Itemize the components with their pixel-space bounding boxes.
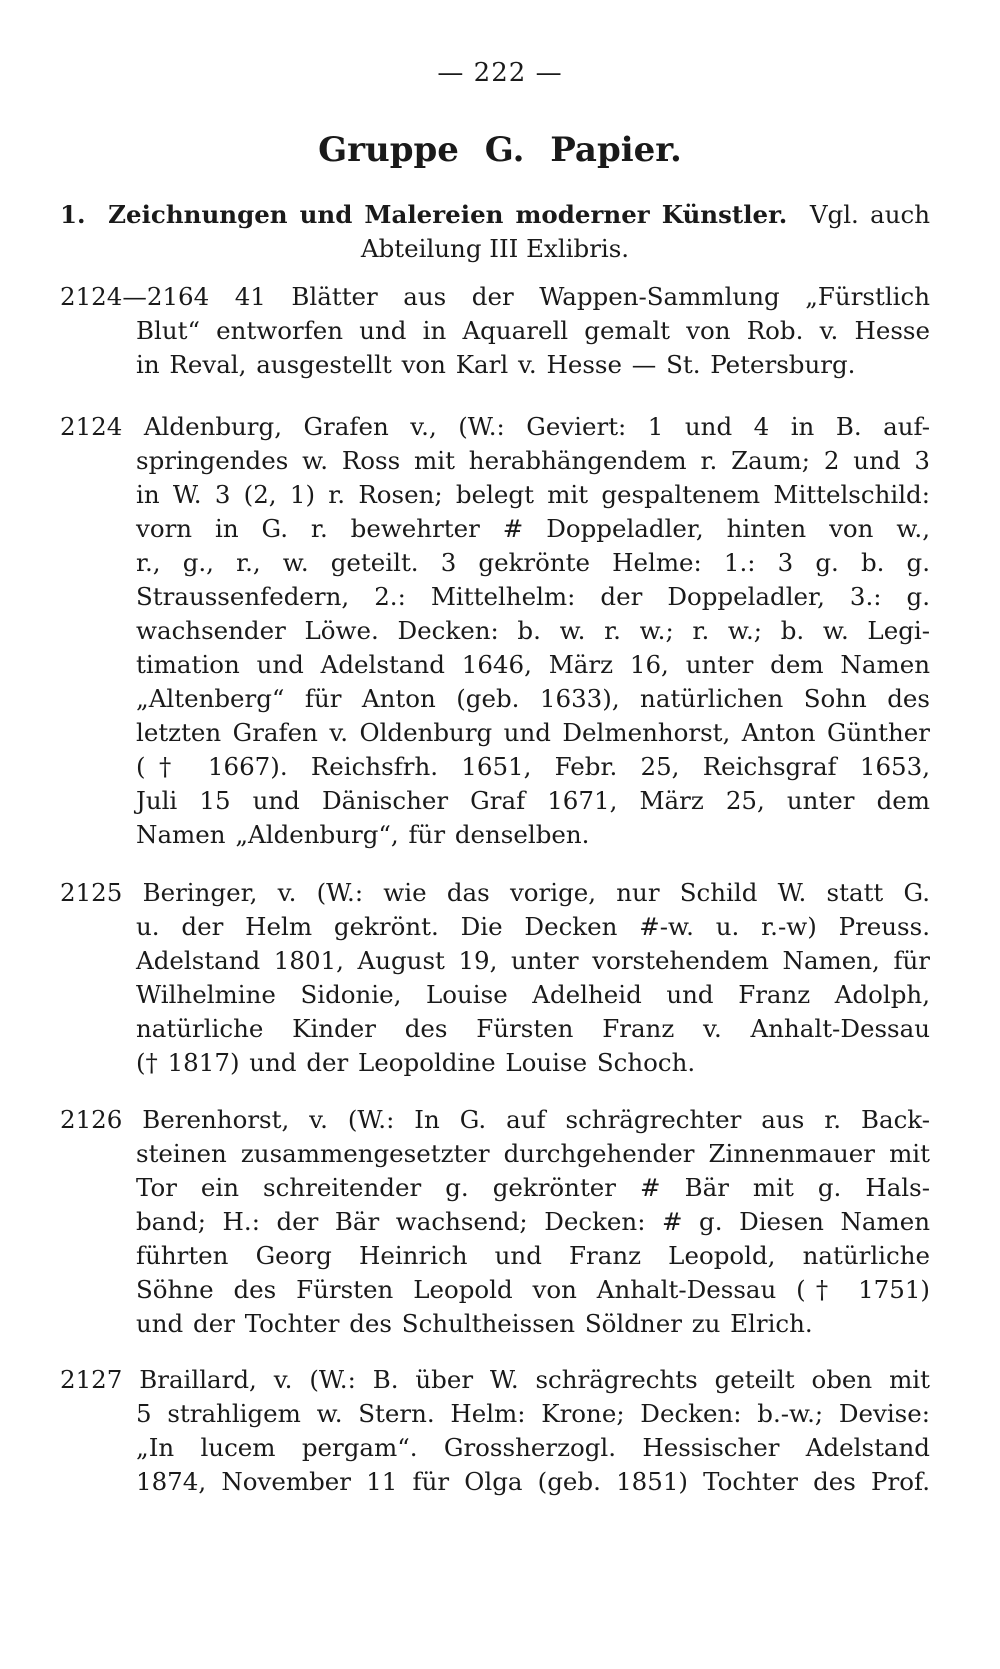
entry-line: Juli 15 und Dänischer Graf 1671, März 25, unter dem [136,786,930,815]
entry-line: vorn in G. r. bewehrter # Doppeladler, hinten von w., [136,514,930,543]
entry-lines [60,1363,930,1499]
entry-line: Adelstand 1801, August 19, unter vorstehendem Namen, für [136,946,930,975]
entry-line: Tor ein schreitender g. gekrönter # Bär mit g. Hals- [136,1173,930,1202]
entry-line: natürliche Kinder des Fürsten Franz v. Anhalt-Dessau [136,1014,930,1043]
entry-line: 2127 Braillard, v. (W.: B. über W. schrägrechts geteilt oben mit [60,1365,930,1394]
entry-line: führten Georg Heinrich und Franz Leopold, natürliche [136,1241,930,1270]
entry-lines [60,280,930,382]
entry-line: timation und Adelstand 1646, März 16, unter dem Namen [136,650,930,679]
entry-line: Söhne des Fürsten Leopold von Anhalt-Dessau († 1751) [136,1275,930,1304]
entry-2126-berenhorst [60,1103,930,1341]
entry-line: († 1817) und der Leopoldine Louise Schoch. [136,1048,696,1077]
section-note-part2: Abteilung III Exlibris. [360,234,630,263]
page-number: — 222 — [437,58,563,88]
entry-line: Wilhelmine Sidonie, Louise Adelheid und Franz Adolph, [136,980,930,1009]
section-number: 1. [60,200,86,229]
entry-lines [60,410,930,852]
entry-line: 2125 Beringer, v. (W.: wie das vorige, nur Schild W. statt G. [60,878,930,907]
entry-line: band; H.: der Bär wachsend; Decken: # g. Diesen Namen [136,1207,930,1236]
entry-line: 2124—2164 41 Blätter aus der Wappen-Sammlung „Fürstlich [60,282,930,311]
entry-line: in W. 3 (2, 1) r. Rosen; belegt mit gespaltenem Mittelschild: [136,480,930,509]
section-heading [60,198,930,266]
entry-line: 5 strahligem w. Stern. Helm: Krone; Decken: b.-w.; Devise: [136,1399,930,1428]
entry-line: „Altenberg“ für Anton (geb. 1633), natürlichen Sohn des [136,684,930,713]
entry-line: u. der Helm gekrönt. Die Decken #-w. u. r.-w) Preuss. [136,912,930,941]
entry-lines [60,876,930,1080]
entry-line: springendes w. Ross mit herabhängendem r. Zaum; 2 und 3 [136,446,930,475]
entry-line: Blut“ entworfen und in Aquarell gemalt von Rob. v. Hesse [136,316,930,345]
entry-lines [60,1103,930,1341]
section-note-part1: Vgl. auch [809,200,930,229]
entry-line: „In lucem pergam“. Grossherzogl. Hessischer Adelstand [136,1433,930,1462]
entry-line: letzten Grafen v. Oldenburg und Delmenhorst, Anton Günther [136,718,930,747]
entry-line: r., g., r., w. geteilt. 3 gekrönte Helme: 1.: 3 g. b. g. [136,548,930,577]
entry-2124-2164 [60,280,930,382]
entry-line: 2124 Aldenburg, Grafen v., (W.: Geviert: 1 und 4 in B. auf- [60,412,930,441]
entry-2125-beringer [60,876,930,1080]
entry-2124-aldenburg [60,410,930,852]
entry-line: 2126 Berenhorst, v. (W.: In G. auf schrägrechter aus r. Back- [60,1105,930,1134]
entry-line: 1874, November 11 für Olga (geb. 1851) Tochter des Prof. [136,1467,930,1496]
entry-line: († 1667). Reichsfrh. 1651, Febr. 25, Reichsgraf 1653, [136,752,930,781]
entry-line: Straussenfedern, 2.: Mittelhelm: der Doppeladler, 3.: g. [136,582,930,611]
entry-line: in Reval, ausgestellt von Karl v. Hesse — St. Petersburg. [136,350,856,379]
entry-line: und der Tochter des Schultheissen Söldner zu Elrich. [136,1309,813,1338]
group-title: Gruppe G. Papier. [318,130,682,170]
entry-line: Namen „Aldenburg“, für denselben. [136,820,590,849]
entry-line: steinen zusammengesetzter durchgehender Zinnenmauer mit [136,1139,930,1168]
entry-2127-braillard [60,1363,930,1499]
entry-line: wachsender Löwe. Decken: b. w. r. w.; r. w.; b. w. Legi- [136,616,930,645]
section-title: Zeichnungen und Malereien moderner Künstler. [108,200,788,229]
section-heading-line-1 [60,198,930,232]
